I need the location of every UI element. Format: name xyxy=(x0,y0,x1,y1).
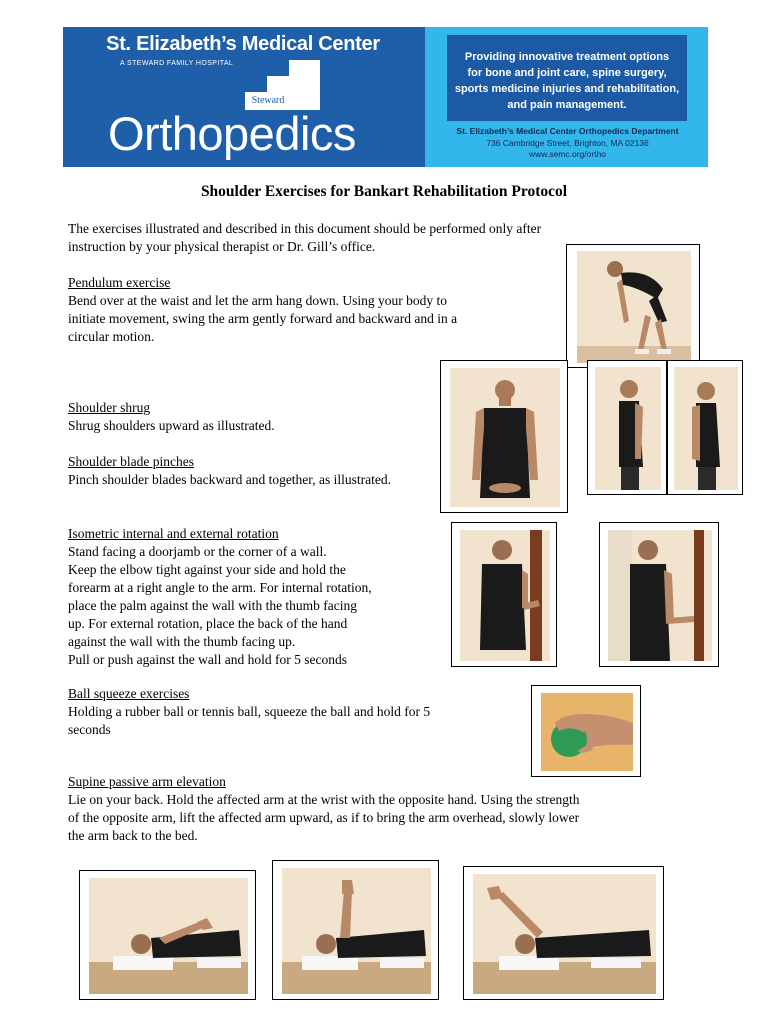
isometric-line: place the palm against the wall with the thumb facing xyxy=(68,598,358,613)
blade-side-photo-1 xyxy=(587,360,667,495)
tagline-line: for bone and joint care, spine surgery, xyxy=(467,67,667,79)
tagline-line: sports medicine injuries and rehabilitation, xyxy=(454,83,680,95)
steward-label: Steward xyxy=(251,95,285,106)
document-title: Shoulder Exercises for Bankart Rehabilitation Protocol xyxy=(200,183,568,200)
blade-heading: Shoulder blade pinches xyxy=(68,454,194,469)
ball-line: Holding a rubber ball or tennis ball, squeeze the ball and hold for 5 xyxy=(68,704,431,719)
isometric-line: Stand facing a doorjamb or the corner of a wall. xyxy=(68,544,327,559)
supine-line: the arm back to the bed. xyxy=(68,828,198,843)
tagline xyxy=(447,49,687,113)
isometric-internal-photo xyxy=(451,522,557,667)
isometric-line: against the wall with the thumb facing up. xyxy=(68,634,296,649)
ball-section xyxy=(68,685,508,739)
intro-line: The exercises illustrated and described in this document should be performed only after xyxy=(68,221,542,236)
pendulum-section xyxy=(68,274,548,346)
shrug-heading: Shoulder shrug xyxy=(68,400,151,415)
ball-line: seconds xyxy=(68,722,111,737)
isometric-line: Keep the elbow tight against your side and hold the xyxy=(68,562,346,577)
isometric-line: forearm at a right angle to the arm. For internal rotation, xyxy=(68,580,372,595)
pendulum-line: Bend over at the waist and let the arm hang down. Using your body to xyxy=(68,293,448,308)
isometric-line: up. For external rotation, place the back of the hand xyxy=(68,616,348,631)
tagline-line: and pain management. xyxy=(507,99,627,111)
intro-line: instruction by your physical therapist or Dr. Gill’s office. xyxy=(68,239,376,254)
isometric-external-photo xyxy=(599,522,719,667)
isometric-heading: Isometric internal and external rotation xyxy=(68,526,279,541)
supine-line: Lie on your back. Hold the affected arm at the wrist with the opposite hand. Using the strength xyxy=(68,792,580,807)
shrug-front-photo xyxy=(440,360,568,513)
ball-squeeze-photo xyxy=(531,685,641,777)
department-name: St. Elizabeth’s Medical Center Orthopedics Department xyxy=(456,126,679,136)
blade-section xyxy=(68,453,438,489)
hospital-name: St. Elizabeth’s Medical Center xyxy=(106,33,380,55)
ball-heading: Ball squeeze exercises xyxy=(68,686,190,701)
blade-line: Pinch shoulder blades backward and together, as illustrated. xyxy=(68,472,391,487)
shrug-line: Shrug shoulders upward as illustrated. xyxy=(68,418,275,433)
supine-photo-1 xyxy=(79,870,256,1000)
tagline-line: Providing innovative treatment options xyxy=(464,51,670,63)
isometric-section xyxy=(68,525,448,669)
supine-heading: Supine passive arm elevation xyxy=(68,774,226,789)
pendulum-line: circular motion. xyxy=(68,329,155,344)
supine-line: of the opposite arm, lift the affected arm upward, as if to bring the arm overhead, slowly lower xyxy=(68,810,580,825)
shrug-section xyxy=(68,399,428,435)
supine-section xyxy=(68,773,728,845)
department-address: 736 Cambridge Street, Brighton, MA 02136 xyxy=(486,138,649,148)
supine-photo-3 xyxy=(463,866,664,1000)
pendulum-line: initiate movement, swing the arm gently forward and backward and in a xyxy=(68,311,458,326)
isometric-line: Pull or push against the wall and hold for 5 seconds xyxy=(68,652,347,667)
department-title: Orthopedics xyxy=(108,107,356,160)
hospital-subtitle: A STEWARD FAMILY HOSPITAL xyxy=(120,60,234,67)
pendulum-photo xyxy=(566,244,700,368)
blade-side-photo-2 xyxy=(667,360,743,495)
supine-photo-2 xyxy=(272,860,439,1000)
pendulum-heading: Pendulum exercise xyxy=(68,275,171,290)
department-url[interactable]: www.semc.org/ortho xyxy=(529,149,606,159)
